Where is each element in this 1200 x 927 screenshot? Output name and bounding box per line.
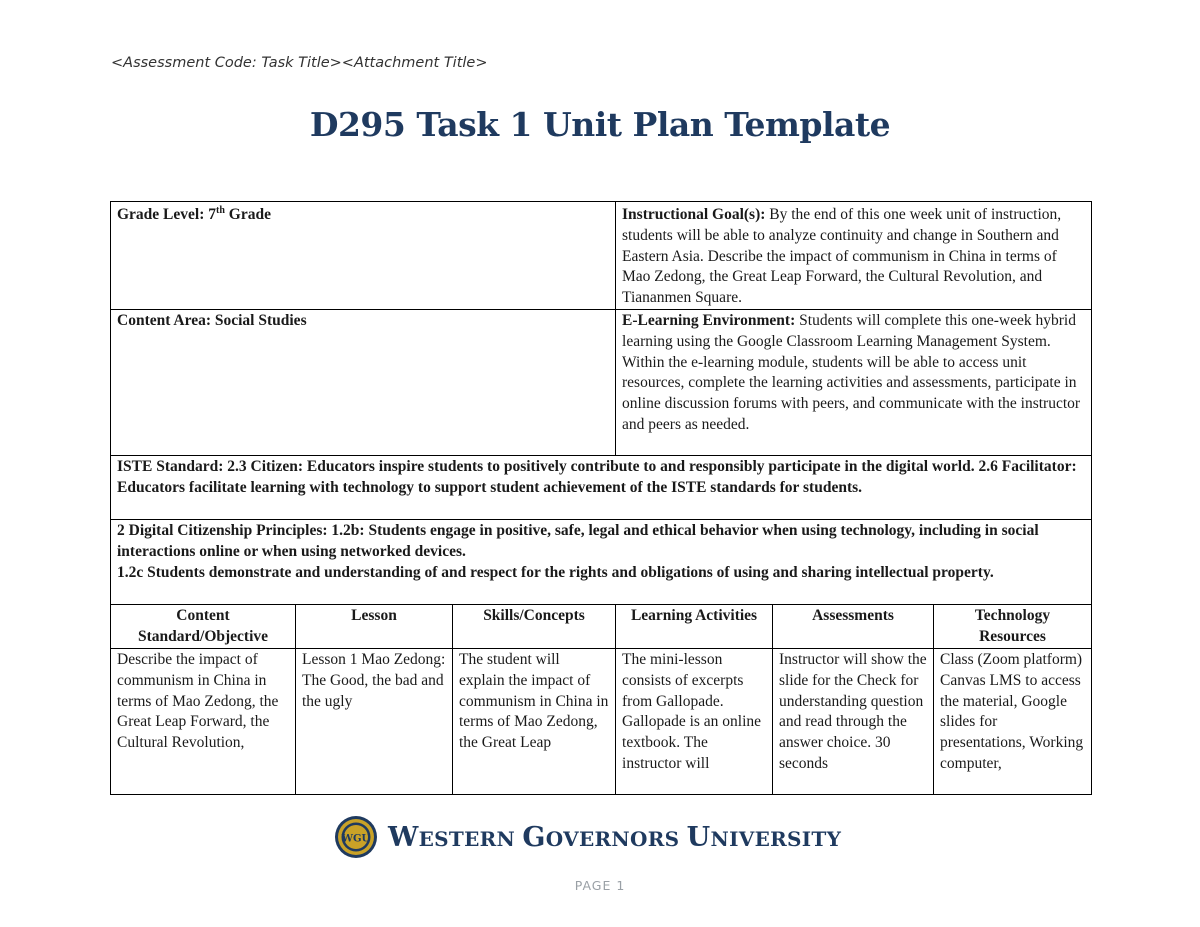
content-area-cell: Content Area: Social Studies — [111, 309, 616, 455]
grade-level-sup: th — [216, 204, 225, 216]
technology-text: Class (Zoom platform) Canvas LMS to access the material, Google slides for presentations, Working computer, — [940, 650, 1084, 772]
page-number: PAGE 1 — [574, 878, 626, 893]
grade-level-label: Grade Level: 7 — [117, 206, 217, 223]
column-header: Content Standard/Objective — [111, 604, 296, 648]
assessments-text: Instructor will show the slide for the Check for understanding question and read through the answer choice. 30 seconds — [779, 650, 927, 772]
elearning-environment-label: E-Learning Environment: — [622, 311, 796, 329]
lesson-cell — [296, 648, 453, 794]
grade-level-suffix: Grade — [224, 206, 271, 223]
column-header: Skills/Concepts — [453, 604, 616, 648]
column-header: Lesson — [296, 604, 453, 648]
technology-cell — [934, 648, 1092, 794]
skills-text: The student will explain the impact of communism in China in terms of Mao Zedong, the Great Leap — [459, 650, 609, 752]
wgu-logo — [334, 815, 841, 859]
assessments-cell — [773, 648, 934, 794]
grade-level-cell — [111, 202, 616, 310]
instructional-goal-label: Instructional Goal(s): — [622, 206, 766, 223]
column-header: Assessments — [773, 604, 934, 648]
skills-cell — [453, 648, 616, 794]
table-row — [111, 648, 1092, 794]
iste-standard-cell: ISTE Standard: 2.3 Citizen: Educators inspire students to positively contribute to and responsibly participate in the digital world. 2.6 Facilitator: Educators facilitate learning with technology to support student achievement of the ISTE standards for students. — [111, 455, 1092, 519]
university-name: WESTERN GOVERNORS UNIVERSITY — [388, 821, 842, 853]
table-row — [111, 455, 1092, 519]
table-row — [111, 202, 1092, 310]
document-header: <Assessment Code: Task Title><Attachment Title> — [111, 55, 488, 71]
table-row — [111, 309, 1092, 455]
column-header: Learning Activities — [616, 604, 773, 648]
document-title: D295 Task 1 Unit Plan Template — [309, 105, 891, 144]
table-row — [111, 519, 1092, 604]
column-header-row — [111, 604, 1092, 648]
instructional-goal-cell — [616, 202, 1092, 310]
column-header: Technology Resources — [934, 604, 1092, 648]
elearning-environment-cell — [616, 309, 1092, 455]
instructional-goal-text: By the end of this one week unit of instruction, students will be able to analyze continuity and change in Southern and Eastern Asia. Describe the impact of communism in China in terms of Mao Zedong, the Great Leap Forward, the Cultural Revolution, and Tiananmen Square. — [622, 206, 1062, 307]
unit-plan-table — [110, 201, 1092, 795]
activities-cell — [616, 648, 773, 794]
digital-citizenship-cell — [111, 519, 1092, 604]
lesson-text: Lesson 1 Mao Zedong: The Good, the bad and the ugly — [302, 650, 446, 710]
digital-citizenship-principle-2: 1.2c Students demonstrate and understanding of and respect for the rights and obligations of using and sharing intellectual property. — [117, 563, 994, 581]
wgu-seal-icon — [334, 815, 378, 859]
activities-text: The mini-lesson consists of excerpts from Gallopade. Gallopade is an online textbook. The instructor will — [622, 650, 762, 772]
objective-text: Describe the impact of communism in China in terms of Mao Zedong, the Great Leap Forward, the Cultural Revolution, — [117, 650, 279, 752]
elearning-environment-text: Students will complete this one-week hybrid learning using the Google Classroom Learning Management System. Within the e-learning module, students will be able to access unit resources, complete the learning activities and assessments, participate in online discussion forums with peers, and communicate with the instructor and peers as needed. — [622, 311, 1081, 433]
objective-cell — [111, 648, 296, 794]
wgu-seal-monogram: WGU — [341, 833, 371, 845]
digital-citizenship-principle-1: 2 Digital Citizenship Principles: 1.2b: Students engage in positive, safe, legal and ethical behavior when using technology, including in social interactions online or when using networked devices. — [117, 521, 1039, 560]
